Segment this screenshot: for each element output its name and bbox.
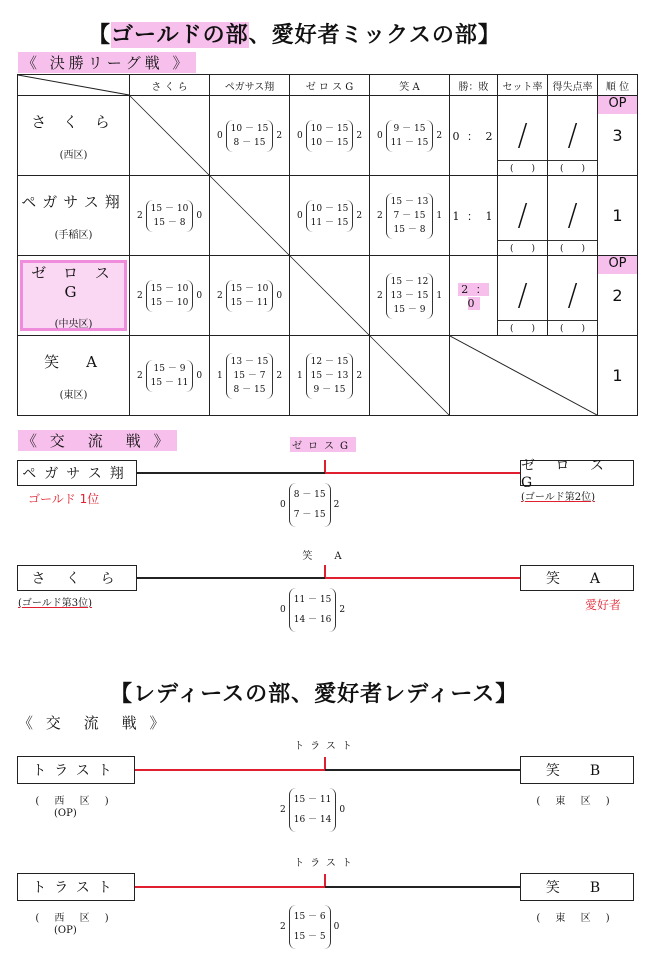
diagonal-cell (290, 256, 370, 336)
diagonal-cell (450, 336, 598, 416)
header-emi-a: 笑 A (370, 75, 450, 96)
header-point-rate: 得失点率 (548, 75, 598, 96)
match4-right-district: ( 東 区 ) (536, 913, 616, 924)
rank-cell: OP 2 (598, 256, 638, 336)
team-name: ペガサス翔 (21, 192, 126, 211)
match2-score: 0 11 － 15 14 － 16 2 (280, 588, 345, 632)
point-rate-cell: / ( ) (548, 176, 598, 256)
match1-winner: ゼロスG (290, 437, 356, 452)
diagonal-cell (210, 176, 290, 256)
match1-left-note: ゴールド 1位 (28, 492, 100, 506)
diagonal-cell (370, 336, 450, 416)
rank-cell: OP 3 (598, 96, 638, 176)
score-cell: 0 10 － 15 11 － 15 2 (290, 176, 370, 256)
match4-tick (324, 874, 326, 886)
score-cell: 1 12 － 15 15 － 13 9 － 15 2 (290, 336, 370, 416)
score-cell: 0 10 － 15 8 － 15 2 (210, 96, 290, 176)
match1-right-note: (ゴールド第2位) (521, 492, 595, 503)
match2-line-left (135, 577, 325, 579)
op-badge: OP (598, 96, 637, 114)
ladies-exchange-label: 《 交 流 戦 》 (18, 714, 169, 732)
match1-tick (324, 460, 326, 472)
match3-left-op: (OP) (54, 808, 77, 819)
title-bracket-right: 】 (477, 22, 501, 48)
team-district: (手稲区) (54, 229, 93, 241)
match2-winner: 笑 A (302, 551, 348, 562)
header-zeros: ゼ ロ ス G (290, 75, 370, 96)
match3-winner: トラスト (294, 741, 358, 752)
rank-cell: 1 (598, 336, 638, 416)
header-pegasus: ペガサス翔 (210, 75, 290, 96)
match4-left-team: トラスト (17, 873, 135, 901)
slash-mark: / (567, 198, 578, 233)
team-name: 笑 A (44, 352, 103, 371)
op-badge: OP (598, 256, 637, 274)
team-district: (中央区) (54, 318, 93, 330)
match3-line-left (133, 769, 325, 771)
set-rate-cell: / ( ) (498, 256, 548, 336)
score-cell: 2 15 － 10 15 － 8 0 (130, 176, 210, 256)
slash-mark: / (567, 118, 578, 153)
match3-line-right (325, 769, 520, 771)
title-rest: 、愛好者ミックスの部 (248, 22, 478, 48)
team-cell (18, 176, 130, 256)
score-cell: 0 9 － 15 11 － 15 2 (370, 96, 450, 176)
diagonal-cell (130, 96, 210, 176)
match2-left-note: (ゴールド第3位) (18, 598, 92, 609)
match4-winner: トラスト (294, 858, 358, 869)
match4-score: 2 15 － 6 15 － 5 0 (280, 905, 339, 949)
header-win-loss: 勝：敗 (450, 75, 498, 96)
match4-line-right (325, 886, 520, 888)
win-loss: 0 ： 2 (450, 96, 498, 176)
title-highlight: ゴールドの部 (111, 22, 249, 48)
win-loss: 2 ： 0 (450, 256, 498, 336)
league-table (17, 74, 638, 416)
score-cell: 0 10 － 15 10 － 15 2 (290, 96, 370, 176)
exchange-label: 《 交 流 戦 》 (18, 430, 177, 451)
header-rank: 順 位 (598, 75, 638, 96)
match1-score: 0 8 － 15 7 － 15 2 (280, 483, 339, 527)
score-cell: 2 15 － 10 15 － 10 0 (130, 256, 210, 336)
match3-left-district: ( 西 区 ) (35, 796, 115, 807)
league-label: 《 決勝リーグ戦 》 (18, 52, 196, 73)
match1-line-right (325, 472, 520, 474)
match1-left-team: ペガサス翔 (17, 460, 137, 486)
team-name: さ く ら (31, 112, 116, 131)
slash-mark: / (517, 118, 528, 153)
match3-right-district: ( 東 区 ) (536, 796, 616, 807)
gold-title (88, 18, 501, 49)
match2-right-team: 笑 A (520, 565, 634, 591)
match2-left-team: さ く ら (17, 565, 137, 591)
match4-line-left (133, 886, 325, 888)
win-loss: 1 ： 1 (450, 176, 498, 256)
slash-mark: / (517, 198, 528, 233)
team-district: (東区) (59, 389, 88, 401)
match3-right-team: 笑 B (520, 756, 634, 784)
team-district: (西区) (59, 149, 88, 161)
match2-line-right (325, 577, 520, 579)
team-cell (18, 256, 130, 336)
title-bracket-left: 【 (88, 22, 112, 48)
score-cell: 2 15 － 10 15 － 11 0 (210, 256, 290, 336)
score-cell: 2 15 － 13 7 － 15 15 － 8 1 (370, 176, 450, 256)
team-cell (18, 96, 130, 176)
match4-right-team: 笑 B (520, 873, 634, 901)
score-cell: 1 13 － 15 15 － 7 8 － 15 2 (210, 336, 290, 416)
header-diagonal (18, 75, 130, 96)
set-rate-cell: / ( ) (498, 96, 548, 176)
score-cell: 2 15 － 9 15 － 11 0 (130, 336, 210, 416)
header-sakura: さ く ら (130, 75, 210, 96)
team-cell (18, 336, 130, 416)
slash-mark: / (517, 278, 528, 313)
team-name: ゼ ロ ス G (31, 263, 116, 301)
match1-line-left (135, 472, 325, 474)
match3-left-team: トラスト (17, 756, 135, 784)
match2-right-note: 愛好者 (585, 598, 622, 612)
header-set-rate: セット率 (498, 75, 548, 96)
match1-right-team: ゼ ロ ス G (520, 460, 634, 486)
point-rate-cell: / ( ) (548, 96, 598, 176)
match4-left-op: (OP) (54, 925, 77, 936)
match2-tick (324, 565, 326, 577)
ladies-title: 【レディースの部、愛好者レディース】 (110, 681, 519, 707)
rank-cell: 1 (598, 176, 638, 256)
match3-score: 2 15 － 11 16 － 14 0 (280, 788, 345, 832)
match4-left-district: ( 西 区 ) (35, 913, 115, 924)
point-rate-cell: / ( ) (548, 256, 598, 336)
match3-tick (324, 757, 326, 769)
set-rate-cell: / ( ) (498, 176, 548, 256)
score-cell: 2 15 － 12 13 － 15 15 － 9 1 (370, 256, 450, 336)
slash-mark: / (567, 278, 578, 313)
